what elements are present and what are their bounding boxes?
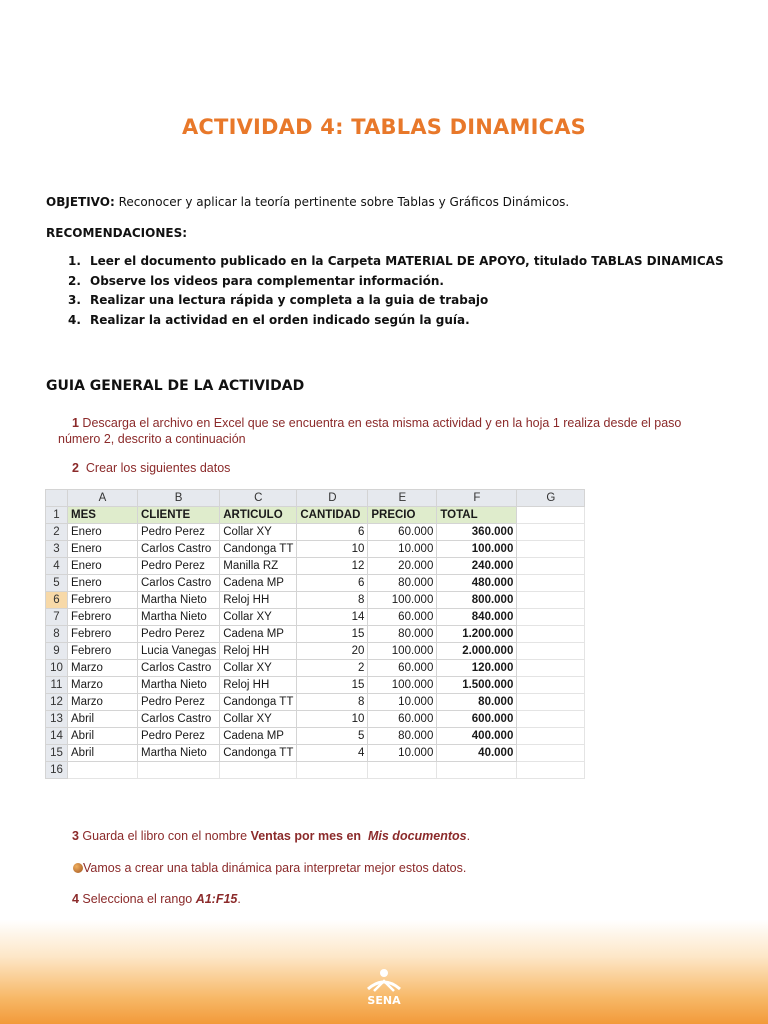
recomendaciones-list — [68, 252, 724, 330]
table-cell[interactable]: 10 — [297, 711, 368, 728]
table-cell[interactable]: 6 — [297, 575, 368, 592]
table-cell[interactable]: 15 — [297, 626, 368, 643]
table-cell[interactable]: Enero — [68, 558, 138, 575]
list-item — [68, 272, 724, 292]
column-header-d[interactable]: D — [297, 490, 368, 507]
list-text: Observe los videos para complementar información. — [90, 273, 444, 288]
table-cell[interactable]: Collar XY — [220, 711, 297, 728]
table-cell[interactable]: 60.000 — [368, 660, 437, 677]
folder-name: Mis documentos — [368, 829, 467, 843]
row-header[interactable]: 9 — [46, 643, 68, 660]
bullet-note — [73, 861, 466, 875]
range-text: A1:F15 — [195, 892, 238, 906]
step-text: Guarda el libro con el nombre — [78, 829, 251, 843]
table-cell[interactable]: Carlos Castro — [138, 541, 220, 558]
table-row — [46, 728, 585, 745]
table-cell[interactable]: Marzo — [68, 694, 138, 711]
table-cell[interactable]: Cadena MP — [220, 626, 297, 643]
table-cell[interactable]: Reloj HH — [220, 592, 297, 609]
table-cell[interactable]: Candonga TT — [220, 541, 297, 558]
table-cell[interactable]: Febrero — [68, 643, 138, 660]
row-header[interactable]: 8 — [46, 626, 68, 643]
table-row — [46, 694, 585, 711]
table-cell[interactable]: 40.000 — [437, 745, 517, 762]
column-header-g[interactable]: G — [517, 490, 585, 507]
empty-cell[interactable] — [517, 558, 585, 575]
column-header-f[interactable]: F — [437, 490, 517, 507]
table-cell[interactable]: Candonga TT — [220, 694, 297, 711]
table-cell[interactable]: 80.000 — [368, 626, 437, 643]
logo-text: SENA — [367, 994, 401, 1007]
empty-cell[interactable] — [517, 592, 585, 609]
table-cell[interactable]: Manilla RZ — [220, 558, 297, 575]
table-cell[interactable]: 4 — [297, 745, 368, 762]
header-cell[interactable]: CANTIDAD — [297, 507, 368, 524]
step-text: Selecciona el rango — [78, 892, 196, 906]
objetivo-paragraph — [46, 195, 569, 209]
header-cell[interactable]: TOTAL — [437, 507, 517, 524]
table-cell[interactable]: Collar XY — [220, 524, 297, 541]
step-2 — [72, 461, 230, 475]
table-cell[interactable]: 480.000 — [437, 575, 517, 592]
step-text-continued: número 2, descrito a continuación — [58, 432, 246, 446]
table-header-row — [46, 507, 585, 524]
column-header-a[interactable]: A — [68, 490, 138, 507]
column-header-b[interactable]: B — [138, 490, 220, 507]
table-cell[interactable]: 600.000 — [437, 711, 517, 728]
table-cell[interactable]: 2 — [297, 660, 368, 677]
list-text: Realizar una lectura rápida y completa a la guia de trabajo — [90, 293, 489, 307]
list-item — [68, 291, 724, 311]
column-header-e[interactable]: E — [368, 490, 437, 507]
step-punct: . — [237, 892, 241, 906]
table-cell[interactable]: Abril — [68, 711, 138, 728]
header-cell[interactable]: ARTICULO — [220, 507, 297, 524]
step-text: Crear los siguientes datos — [78, 461, 231, 475]
empty-cell[interactable] — [517, 711, 585, 728]
row-header[interactable]: 2 — [46, 524, 68, 541]
list-item — [68, 252, 724, 272]
table-cell[interactable]: Enero — [68, 524, 138, 541]
table-row — [46, 643, 585, 660]
table-cell[interactable]: Enero — [68, 541, 138, 558]
empty-cell[interactable] — [517, 507, 585, 524]
table-cell[interactable]: Pedro Perez — [138, 728, 220, 745]
list-text: Realizar la actividad en el orden indicado según la guía. — [90, 312, 470, 327]
table-row — [46, 677, 585, 694]
row-header[interactable]: 4 — [46, 558, 68, 575]
table-cell[interactable]: 10 — [297, 541, 368, 558]
table-cell[interactable]: 60.000 — [368, 524, 437, 541]
header-cell[interactable]: CLIENTE — [138, 507, 220, 524]
row-header[interactable]: 11 — [46, 677, 68, 694]
table-cell[interactable]: 8 — [297, 694, 368, 711]
table-cell[interactable]: Collar XY — [220, 609, 297, 626]
table-cell[interactable]: 1.500.000 — [437, 677, 517, 694]
table-cell[interactable]: Cadena MP — [220, 728, 297, 745]
table-cell[interactable]: Reloj HH — [220, 643, 297, 660]
table-cell[interactable]: Febrero — [68, 609, 138, 626]
empty-cell[interactable] — [517, 609, 585, 626]
table-cell[interactable]: Cadena MP — [220, 575, 297, 592]
table-cell[interactable]: Pedro Perez — [138, 694, 220, 711]
table-row — [46, 541, 585, 558]
table-cell[interactable]: 840.000 — [437, 609, 517, 626]
empty-cell[interactable] — [517, 575, 585, 592]
table-cell[interactable]: Febrero — [68, 592, 138, 609]
table-cell[interactable]: 800.000 — [437, 592, 517, 609]
table-cell[interactable]: Martha Nieto — [138, 745, 220, 762]
objetivo-label: OBJETIVO: — [46, 195, 115, 209]
table-cell[interactable]: 360.000 — [437, 524, 517, 541]
table-cell[interactable]: Marzo — [68, 677, 138, 694]
spreadsheet — [45, 489, 585, 779]
select-all-corner[interactable] — [46, 490, 68, 507]
empty-cell[interactable] — [517, 660, 585, 677]
table-cell[interactable]: 100.000 — [368, 643, 437, 660]
row-header[interactable]: 13 — [46, 711, 68, 728]
step-number: 3 — [72, 829, 79, 843]
table-cell[interactable]: Martha Nieto — [138, 609, 220, 626]
table-cell[interactable]: Reloj HH — [220, 677, 297, 694]
sena-logo-icon — [354, 967, 414, 1011]
empty-cell[interactable] — [517, 626, 585, 643]
table-cell[interactable]: 10.000 — [368, 541, 437, 558]
empty-cell[interactable] — [517, 694, 585, 711]
table-cell[interactable]: 100.000 — [437, 541, 517, 558]
step-text: Descarga el archivo en Excel que se encuentra en esta misma actividad y en la hoja 1 realiza desde el paso — [78, 416, 682, 430]
table-cell[interactable]: 15 — [297, 677, 368, 694]
table-cell[interactable]: Abril — [68, 728, 138, 745]
table-cell[interactable]: 80.000 — [437, 694, 517, 711]
table-cell[interactable]: 14 — [297, 609, 368, 626]
step-number: 1 — [72, 416, 79, 430]
guia-heading: GUIA GENERAL DE LA ACTIVIDAD — [46, 378, 305, 394]
list-number: 2. — [68, 273, 81, 288]
row-header[interactable]: 7 — [46, 609, 68, 626]
table-cell[interactable]: 12 — [297, 558, 368, 575]
table-cell[interactable]: Martha Nieto — [138, 677, 220, 694]
empty-cell[interactable] — [517, 541, 585, 558]
table-cell[interactable]: Febrero — [68, 626, 138, 643]
table-cell[interactable]: Pedro Perez — [138, 524, 220, 541]
step-3 — [72, 829, 470, 843]
empty-cell[interactable] — [517, 762, 585, 779]
table-cell[interactable]: Marzo — [68, 660, 138, 677]
row-header[interactable]: 15 — [46, 745, 68, 762]
table-cell[interactable]: Candonga TT — [220, 745, 297, 762]
step-number: 4 — [72, 892, 79, 906]
empty-cell[interactable] — [517, 745, 585, 762]
row-header[interactable]: 10 — [46, 660, 68, 677]
table-cell[interactable]: 80.000 — [368, 575, 437, 592]
table-cell[interactable]: Pedro Perez — [138, 558, 220, 575]
table-row — [46, 558, 585, 575]
row-header[interactable]: 16 — [46, 762, 68, 779]
table-cell[interactable]: 2.000.000 — [437, 643, 517, 660]
table-cell[interactable]: 20.000 — [368, 558, 437, 575]
header-cell[interactable]: MES — [68, 507, 138, 524]
list-item — [68, 311, 724, 331]
column-header-c[interactable]: C — [220, 490, 297, 507]
table-cell[interactable]: Pedro Perez — [138, 626, 220, 643]
recomendaciones-label: RECOMENDACIONES: — [46, 226, 188, 240]
table-cell[interactable]: 10.000 — [368, 745, 437, 762]
table-row — [46, 626, 585, 643]
table-cell[interactable]: 100.000 — [368, 592, 437, 609]
table-cell[interactable]: Lucia Vanegas — [138, 643, 220, 660]
table-cell[interactable]: 60.000 — [368, 609, 437, 626]
empty-cell[interactable] — [517, 677, 585, 694]
page-title: ACTIVIDAD 4: TABLAS DINAMICAS — [181, 115, 586, 139]
table-cell[interactable]: 100.000 — [368, 677, 437, 694]
row-header[interactable]: 5 — [46, 575, 68, 592]
table-cell[interactable]: 10.000 — [368, 694, 437, 711]
row-header[interactable]: 3 — [46, 541, 68, 558]
step-punct: . — [466, 829, 471, 843]
step-number: 2 — [72, 461, 79, 475]
table-cell[interactable]: 5 — [297, 728, 368, 745]
table-cell[interactable]: Carlos Castro — [138, 711, 220, 728]
empty-cell[interactable] — [517, 643, 585, 660]
row-header[interactable]: 6 — [46, 592, 68, 609]
table-cell[interactable]: Abril — [68, 745, 138, 762]
header-cell[interactable]: PRECIO — [368, 507, 437, 524]
step-1 — [58, 415, 718, 447]
table-cell[interactable]: 400.000 — [437, 728, 517, 745]
table-row — [46, 575, 585, 592]
empty-cell[interactable] — [68, 762, 138, 779]
list-number: 3. — [68, 293, 81, 307]
table-row — [46, 745, 585, 762]
table-cell[interactable]: Enero — [68, 575, 138, 592]
table-cell[interactable]: 20 — [297, 643, 368, 660]
empty-cell[interactable] — [220, 762, 297, 779]
table-cell[interactable]: 8 — [297, 592, 368, 609]
empty-cell[interactable] — [368, 762, 437, 779]
list-text: Leer el documento publicado en la Carpeta MATERIAL DE APOYO, titulado TABLAS DINAMICAS — [90, 254, 724, 268]
empty-cell[interactable] — [297, 762, 368, 779]
table-row — [46, 592, 585, 609]
table-cell[interactable]: 80.000 — [368, 728, 437, 745]
table-row — [46, 524, 585, 541]
table-cell[interactable]: 120.000 — [437, 660, 517, 677]
table-cell[interactable]: 6 — [297, 524, 368, 541]
table-cell[interactable]: Martha Nieto — [138, 592, 220, 609]
table-cell[interactable]: 240.000 — [437, 558, 517, 575]
empty-cell[interactable] — [517, 524, 585, 541]
row-header[interactable]: 1 — [46, 507, 68, 524]
table-cell[interactable]: 1.200.000 — [437, 626, 517, 643]
table-cell[interactable]: Carlos Castro — [138, 660, 220, 677]
table-row — [46, 609, 585, 626]
list-number: 1. — [68, 254, 81, 268]
bullet-dot-icon — [73, 863, 83, 873]
table-cell[interactable]: Carlos Castro — [138, 575, 220, 592]
empty-cell[interactable] — [437, 762, 517, 779]
table-cell[interactable]: 60.000 — [368, 711, 437, 728]
objetivo-text: Reconocer y aplicar la teoría pertinente sobre Tablas y Gráficos Dinámicos. — [114, 195, 570, 209]
empty-cell[interactable] — [138, 762, 220, 779]
table-row — [46, 711, 585, 728]
table-cell[interactable]: Collar XY — [220, 660, 297, 677]
list-number: 4. — [68, 312, 81, 327]
bullet-text: Vamos a crear una tabla dinámica para interpretar mejor estos datos. — [83, 861, 467, 875]
empty-cell[interactable] — [517, 728, 585, 745]
step-4 — [72, 892, 241, 906]
row-header[interactable]: 14 — [46, 728, 68, 745]
table-row — [46, 762, 585, 779]
file-name: Ventas por mes en — [250, 829, 362, 843]
table-row — [46, 660, 585, 677]
row-header[interactable]: 12 — [46, 694, 68, 711]
